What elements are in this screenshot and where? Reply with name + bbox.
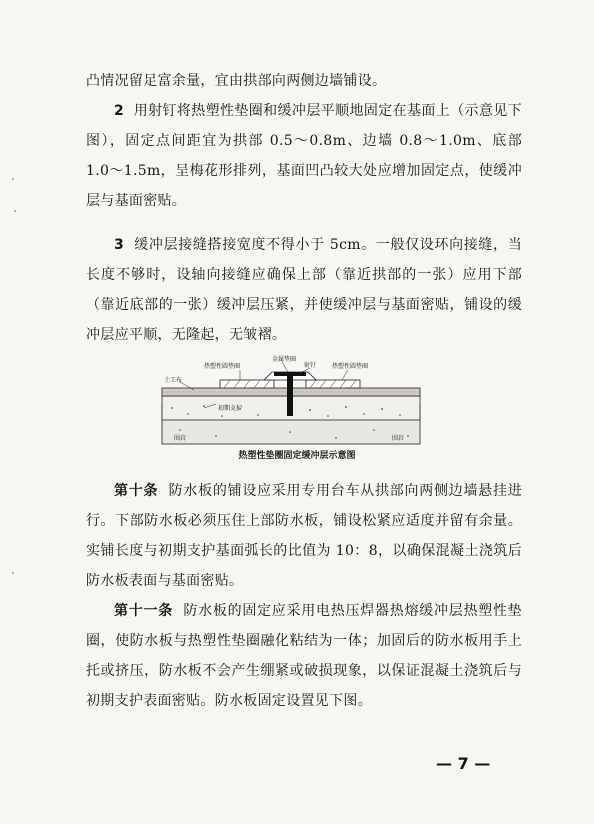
- article-text: 防水板的固定应采用电热压焊器热熔缓冲层热塑性垫圈，使防水板与热塑性垫圈融化粘结为一体；加固后的防水板用手上托或挤压，防水板不会产生绷紧或破损现象，以保证混凝土浇筑后与初期支护表面密贴。防水板固定设置见下图。: [86, 603, 522, 709]
- scan-speck: [12, 572, 14, 574]
- nail-shank: [287, 376, 293, 416]
- paragraph-item-2: [86, 96, 522, 216]
- article-11: [86, 596, 522, 716]
- label-thermoplastic-left: 热塑性圆垫圈: [204, 363, 241, 370]
- diagram-caption: 热塑性垫圈固定缓冲层示意图: [238, 451, 356, 461]
- label-nail: 射钉: [304, 362, 317, 369]
- paragraph-item-3: [86, 230, 522, 350]
- paragraph-continuation: [86, 66, 522, 96]
- paragraph-text: 缓冲层接缝搭接宽度不得小于 5cm。一般仅设环向接缝，当长度不够时，设轴向接缝应确保上部（靠近拱部的一张）应用下部（靠近底部的一张）缓冲层压紧，并使缓冲层与基面密贴，铺设的缓冲层应平顺，无隆起，无皱褶。: [86, 237, 522, 343]
- page-number: — 7 —: [436, 754, 491, 773]
- label-initial-support: 初期支护: [218, 405, 243, 412]
- label-metal-washer: 金属垫圈: [272, 356, 297, 363]
- article-label: 第十一条: [114, 603, 173, 619]
- scan-speck: [14, 210, 16, 212]
- scan-speck: [12, 178, 14, 180]
- label-rock-left: 围岩: [174, 435, 187, 442]
- label-rock-right: 围岩: [392, 435, 405, 442]
- label-geotextile: 土工布: [164, 377, 183, 384]
- article-10: [86, 476, 522, 596]
- fixing-diagram: [160, 352, 422, 448]
- article-text: 防水板的铺设应采用专用台车从拱部向两侧边墙悬挂进行。下部防水板必须压住上部防水板，铺设松紧应适度并留有余量。实铺长度与初期支护基面弧长的比值为 10：8，以确保混凝土浇筑后防水板表面与基面密贴。: [86, 483, 522, 589]
- item-number: 3: [114, 237, 125, 253]
- label-thermoplastic-right: 热塑性圆垫圈: [332, 363, 369, 370]
- item-number: 2: [114, 103, 125, 119]
- article-label: 第十条: [114, 483, 159, 499]
- paragraph-text: 凸情况留足富余量，宜由拱部向两侧边墙铺设。: [86, 73, 387, 89]
- paragraph-text: 用射钉将热塑性垫圈和缓冲层平顺地固定在基面上（示意见下图），固定点间距宜为拱部 0.5～0.8m、边墙 0.8～1.0m、底部 1.0～1.5m，呈梅花形排列，基面凹凸较大处应增加固定点，使缓冲层与基面密贴。: [86, 103, 522, 209]
